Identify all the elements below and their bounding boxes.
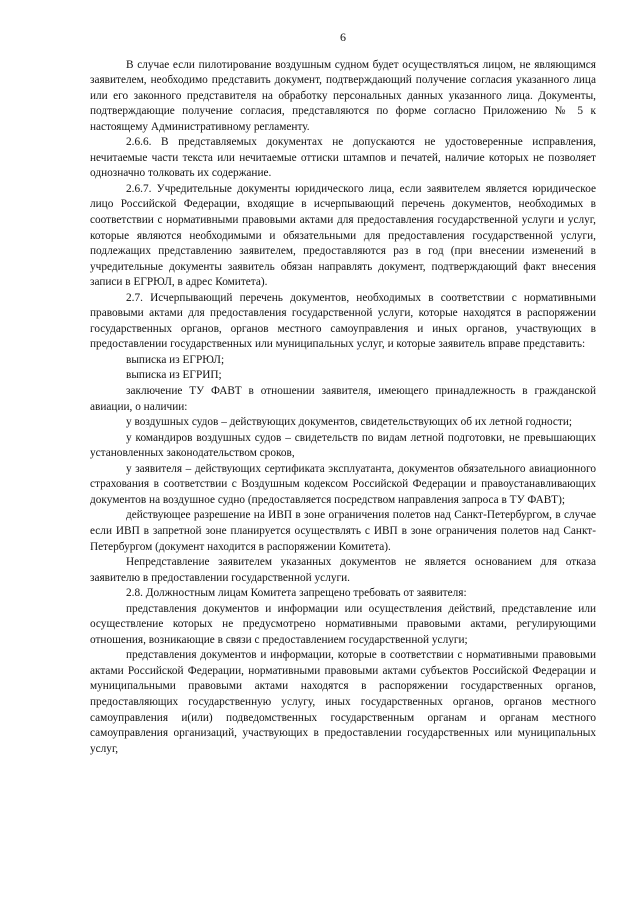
page-number: 6 [340,30,346,44]
list-item-egrip: выписка из ЕГРИП; [126,369,222,382]
paragraph-pilot-consent: В случае если пилотирование воздушным судном будет осуществляться лицом, не являющимся заявителем, необходимо представить документ, подтверждающий получение согласия указанного лица или его законного представителя на обработку персональных данных указанного лица. Документы, подтверждающие получение согласия, представляются по форме согласно Приложению № 5 к настоящему Административному регламенту. [90,58,596,133]
list-item-commander-docs: у командиров воздушных судов – свидетельств по видам летной подготовки, не превышающих установленных законодательством сроков, [90,431,596,460]
paragraph-non-submission: Непредставление заявителем указанных документов не является основанием для отказа заявителю в предоставлении государственной услуги. [90,556,596,584]
list-item-ivp-permit: действующее разрешение на ИВП в зоне ограничения полетов над Санкт-Петербургом, в случае если ИВП в запретной зоне планируется осуществлять с ИВП в зоне ограничения полетов над Санкт-Петербургом (документ находится в распоряжении Комитета). [90,509,596,553]
paragraph-2-8: 2.8. Должностным лицам Комитета запрещено требовать от заявителя: [126,587,467,600]
paragraph-2-7: 2.7. Исчерпывающий перечень документов, необходимых в соответствии с нормативными правовыми актами для предоставления государственной услуги, которые находятся в распоряжении государственных органов, органов местного самоуправления и иных органов, участвующих в предоставлении государственных или муниципальных услуг, и которые заявитель вправе представить: [90,291,596,351]
list-item-prohibited-2: представления документов и информации, которые в соответствии с нормативными правовыми актами Российской Федерации, нормативными правовыми актами субъектов Российской Федерации и муниципальными правовыми актами находятся в распоряжении государственных органов, предоставляющих государственную услугу, иных государственных органов, органов местного самоуправления и(или) подведомственных государственным органам и органам местного самоуправления организаций, участвующих в предоставлении государственных или муниципальных услуг, [90,649,596,755]
paragraph-2-6-6: 2.6.6. В представляемых документах не допускаются не удостоверенные исправления, нечитаемые части текста или нечитаемые оттиски штампов и печатей, наличие которых не позволяет однозначно толковать их содержание. [90,136,596,180]
list-item-applicant-docs: у заявителя – действующих сертификата эксплуатанта, документов обязательного авиационного страхования в соответствии с Воздушным кодексом Российской Федерации и правоустанавливающих документов на воздушное судно (предоставляется посредством направления запроса в ТУ ФАВТ); [90,462,596,506]
list-item-aircraft-docs: у воздушных судов – действующих документов, свидетельствующих об их летной годности; [126,416,573,429]
list-item-favt-conclusion: заключение ТУ ФАВТ в отношении заявителя, имеющего принадлежность в гражданской авиации, о наличии: [90,385,596,413]
list-item-egrul: выписка из ЕГРЮЛ; [126,353,225,366]
paragraph-2-6-7: 2.6.7. Учредительные документы юридического лица, если заявителем является юридическое лицо Российской Федерации, входящие в исчерпывающий перечень документов, необходимых в соответствии с нормативными правовыми актами для предоставления государственной услуги и услуг, которые являются необходимыми и обязательными для предоставления государственной услуги, подлежащих представлению заявителем, предоставляются раз в год (при внесении изменений в учредительные документы заявитель обязан направлять документ, подтверждающий факт внесения записи в ЕГРЮЛ, в адрес Комитета). [90,182,596,289]
list-item-prohibited-1: представления документов и информации или осуществления действий, представление или осуществление которых не предусмотрено нормативными правовыми актами, регулирующими отношения, возникающие в связи с предоставлением государственной услуги; [90,602,596,646]
